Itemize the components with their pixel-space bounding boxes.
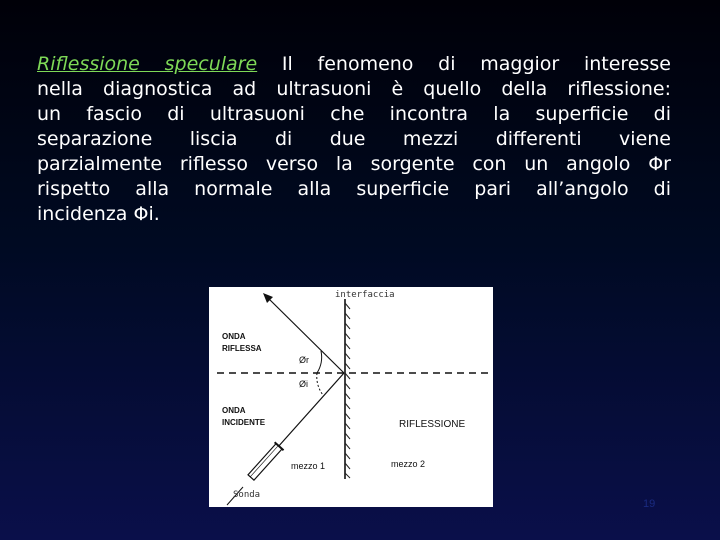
reflection-diagram-svg (209, 287, 493, 507)
text-line-2: nella diagnostica ad ultrasuoni è quello della riflessione: (37, 78, 671, 100)
text-line-1 (37, 52, 671, 77)
angle-i-arc (317, 373, 323, 395)
probe (247, 442, 284, 481)
text-line-6: rispetto alla normale alla superficie pari all’angolo di (37, 178, 671, 200)
label-mezzo-1: mezzo 1 (291, 461, 326, 471)
label-onda-riflessa-2: RIFLESSA (222, 344, 262, 353)
label-sonda: Sonda (233, 490, 261, 500)
label-mezzo-2: mezzo 2 (391, 459, 426, 469)
label-riflessione: RIFLESSIONE (399, 419, 466, 430)
text-line-7: incidenza Φi. (37, 203, 160, 225)
label-angle-i: Øi (299, 379, 308, 389)
reflection-diagram (209, 287, 493, 507)
body-text (37, 52, 671, 227)
label-onda-incidente-1: ONDA (222, 406, 246, 415)
title-link[interactable]: Riflessione speculare (37, 53, 258, 75)
text-line-3: un fascio di ultrasuoni che incontra la superficie di (37, 103, 671, 125)
label-angle-r: Ør (299, 355, 309, 365)
label-onda-incidente-2: INCIDENTE (222, 418, 266, 427)
text-line-1-rest: Il fenomeno di maggior interesse (257, 53, 671, 75)
text-line-4: separazione liscia di due mezzi differenti viene (37, 128, 671, 150)
label-onda-riflessa-1: ONDA (222, 332, 246, 341)
text-line-5: parzialmente riflesso verso la sorgente con un angolo Φr (37, 153, 671, 175)
label-interfaccia: interfaccia (335, 290, 395, 300)
page-number: 19 (643, 498, 656, 510)
angle-r-arc (317, 351, 322, 373)
